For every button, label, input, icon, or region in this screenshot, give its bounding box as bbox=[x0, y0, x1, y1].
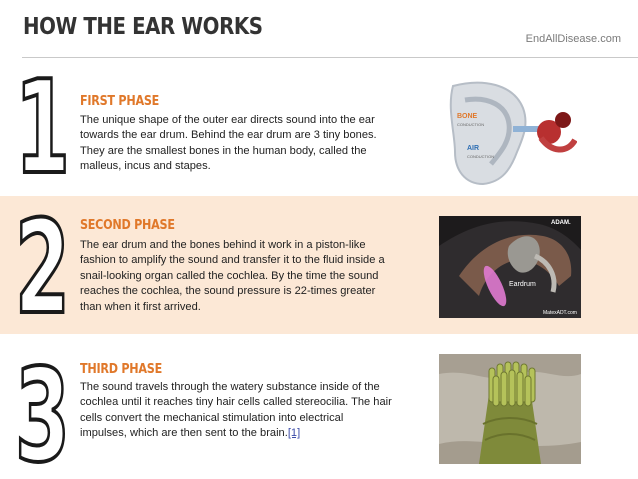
air-conduction-label: CONDUCTION bbox=[467, 154, 495, 159]
air-label: AIR bbox=[467, 145, 480, 152]
phase-2-digit: 2 bbox=[14, 208, 71, 320]
page-title: HOW THE EAR WORKS bbox=[23, 14, 263, 40]
phase-1-section bbox=[0, 58, 638, 192]
adam-watermark: ADAM. bbox=[551, 220, 571, 226]
eardrum-illustration bbox=[439, 216, 581, 318]
site-name: EndAllDisease.com bbox=[525, 33, 621, 45]
eardrum-label: Eardrum bbox=[509, 281, 536, 288]
phase-1-digit: 1 bbox=[14, 68, 71, 180]
phase-2-title: SECOND PHASE bbox=[80, 218, 175, 233]
citation-link[interactable]: [1] bbox=[287, 427, 301, 440]
bone-conduction-label: CONDUCTION bbox=[457, 122, 485, 127]
phase-2-text: The ear drum and the bones behind it work in a piston-like fashion to amplify the sound and transfer it to the fluid inside a snail-looking organ called the cochlea. By the time the sound reaches the cochlea, the sound pressure is 22-times greater than when it first arrived. bbox=[80, 239, 385, 313]
page-header bbox=[0, 0, 638, 57]
outer-ear-diagram bbox=[443, 78, 583, 186]
phase-3-title: THIRD PHASE bbox=[80, 362, 162, 377]
phase-3-text bbox=[80, 380, 392, 442]
phase-1-number bbox=[14, 68, 72, 180]
phase-3-digit: 3 bbox=[14, 356, 71, 468]
phase-2-section bbox=[0, 196, 638, 334]
phase-1-title: FIRST PHASE bbox=[80, 94, 160, 109]
phase-3-body: The sound travels through the watery substance inside of the cochlea until it reaches tiny hair cells called stereocilia. The hair cells convert the mechanical stimulation into electrical impulses, which are then sent to the brain. bbox=[80, 381, 392, 440]
phase-3-number bbox=[14, 356, 72, 468]
phase-3-section bbox=[0, 340, 638, 479]
phase-1-text: The unique shape of the outer ear directs sound into the ear towards the ear drum. Behind the ear drum are 3 tiny bones. They are the smallest bones in the human body, called the malleus, incus and stapes. bbox=[80, 114, 377, 173]
bone-label: BONE bbox=[457, 113, 478, 120]
stereocilia-micrograph bbox=[439, 354, 581, 464]
phase-2-number bbox=[14, 208, 72, 320]
image-credit: MatexADT.com bbox=[543, 310, 577, 316]
